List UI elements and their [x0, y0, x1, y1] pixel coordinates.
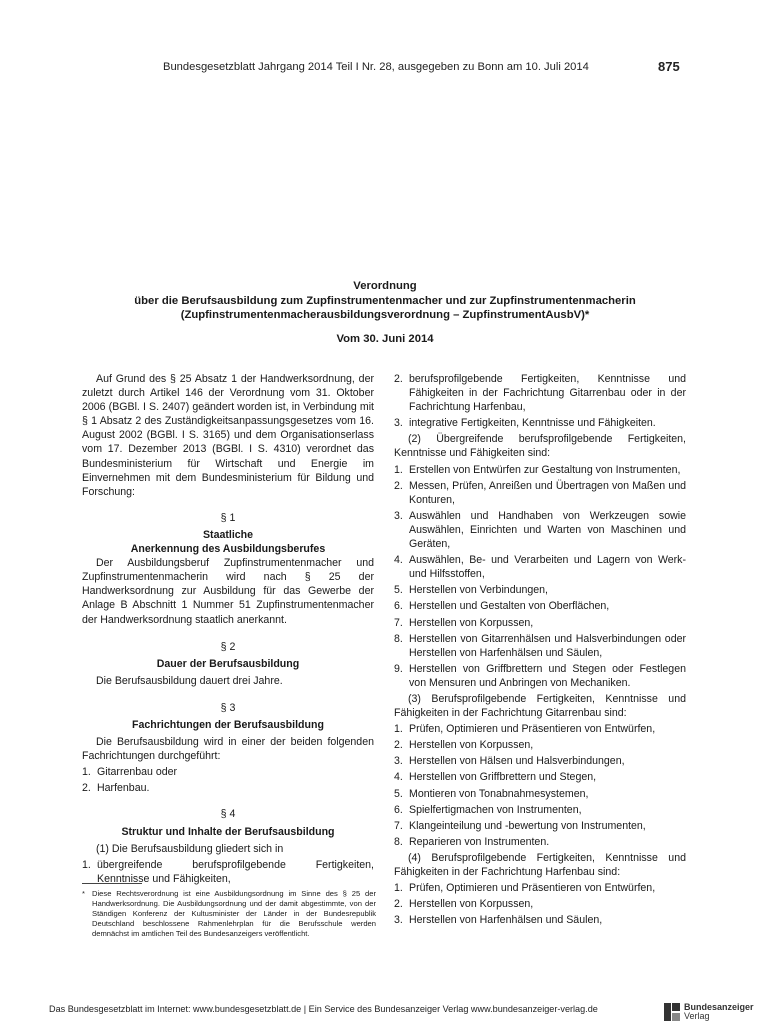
list-item — [394, 913, 686, 927]
section-3-number: § 3 — [220, 701, 236, 714]
section-4-number: § 4 — [220, 808, 236, 821]
list-item — [394, 738, 686, 752]
list-item-number: 1. — [394, 882, 403, 895]
logo-line-1: Bundesanzeiger — [684, 1002, 754, 1012]
section-1-number: § 1 — [220, 511, 236, 524]
list-item-text: Herstellen von Verbindungen, — [409, 584, 548, 597]
list-item — [394, 662, 686, 690]
list-item — [394, 616, 686, 630]
section-2-number: § 2 — [220, 640, 236, 653]
list-item — [394, 632, 686, 660]
list-item-number: 4. — [394, 554, 403, 567]
list-item-text: Herstellen von Griffbrettern und Stegen oder Festlegen von Mensuren und Anbringen von Mechaniken. — [409, 662, 686, 689]
list-item-number: 2. — [394, 479, 403, 492]
list-item-text: berufsprofilgebende Fertigkeiten, Kenntnisse und Fähigkeiten in der Fachrichtung Gitarrenbau oder in der Fachrichtung Harfenbau, — [409, 373, 686, 414]
list-item — [394, 835, 686, 849]
list-item-number: 5. — [394, 787, 403, 800]
section-2-title: Dauer der Berufsausbildung — [156, 657, 300, 670]
section-4-text: (1) Die Berufsausbildung gliedert sich in — [96, 842, 284, 855]
logo-line-2: Verlag — [684, 1011, 710, 1021]
section-1-title-b: Anerkennung des Ausbildungsberufes — [130, 543, 326, 556]
list-item-number: 6. — [394, 803, 403, 816]
list-item-number: 1. — [82, 858, 91, 871]
paragraph-4: (4) Berufsprofilgebende Fertigkeiten, Kenntnisse und Fähigkeiten in der Fachrichtung Harfenbau sind: — [394, 851, 686, 878]
left-column — [82, 372, 374, 886]
list-item-text: Herstellen von Gitarrenhälsen und Halsverbindungen oder Herstellen von Harfenhälsen und Säulen, — [409, 632, 686, 659]
list-item — [394, 463, 686, 477]
footnote-divider — [82, 883, 142, 884]
list-item — [394, 599, 686, 613]
section-1-text: Der Ausbildungsberuf Zupfinstrumentenmacher und Zupfinstrumentenmacherin wird nach § 25 der Handwerksordnung zur Ausbildung für das Gewerbe der Anlage B Abschnitt 1 Nummer 51 Zupfinstrumentenmacher der Handwerksordnung staatlich anerkannt. — [82, 557, 374, 626]
list-item-text: Herstellen von Korpussen, — [409, 616, 534, 629]
footnote-text: Diese Rechtsverordnung ist eine Ausbildungsordnung im Sinne des § 25 der Handwerksordnung. Die Ausbildungsordnung und der damit abgestimmte, von der Ständigen Konferenz der Kultusminister der Länder in der Bundesrepublik Deutschland beschlossene Rahmenlehrplan für die Berufsschule werden demnächst im amtlichen Teil des Bundesanzeigers veröffentlicht. — [92, 889, 376, 939]
list-item-text: Herstellen und Gestalten von Oberflächen, — [409, 600, 610, 613]
list-item — [82, 765, 374, 779]
page-header — [0, 59, 770, 79]
page-footer — [0, 1003, 770, 1023]
list-item-number: 1. — [394, 723, 403, 736]
preamble: Auf Grund des § 25 Absatz 1 der Handwerksordnung, der zuletzt durch Artikel 146 der Verordnung vom 31. Oktober 2006 (BGBl. I S. 2407) geändert worden ist, in Verbindung mit § 1 Absatz 2 des Zuständigkeitsanpassungsgesetzes vom 16. August 2002 (BGBl. I S. 3165) und dem Organisationserlass vom 17. Dezember 2013 (BGBl. I S. 4310) verordnet das Bundesministerium für Wirtschaft und Energie im Einvernehmen mit dem Bundesministerium für Bildung und Forschung: — [82, 373, 374, 498]
list-item-number: 2. — [82, 782, 91, 795]
paragraph-3: (3) Berufsprofilgebende Fertigkeiten, Kenntnisse und Fähigkeiten in der Fachrichtung Gitarrenbau sind: — [394, 692, 686, 720]
list-item — [394, 722, 686, 736]
footer-text: Das Bundesgesetzblatt im Internet: www.bundesgesetzblatt.de | Ein Service des Bundesanzeiger Verlag www.bundesanzeiger-verlag.de — [49, 1004, 598, 1014]
list-item — [394, 787, 686, 801]
list-item — [394, 553, 686, 581]
document-date: Vom 30. Juni 2014 — [336, 333, 434, 345]
list-item — [394, 416, 686, 430]
list-item-text: Herstellen von Korpussen, — [409, 898, 534, 911]
list-item-text: Herstellen von Griffbrettern und Stegen, — [409, 771, 597, 784]
title-line-2: über die Berufsausbildung zum Zupfinstrumentenmacher und zur Zupfinstrumentenmacherin — [134, 294, 636, 307]
list-item-number: 4. — [394, 771, 403, 784]
list-item — [394, 770, 686, 784]
list-item-text: Erstellen von Entwürfen zur Gestaltung von Instrumenten, — [409, 463, 681, 476]
section-1-title-a: Staatliche — [202, 528, 254, 541]
list-item-text: Auswählen, Be- und Verarbeiten und Lagern von Werk- und Hilfsstoffen, — [409, 554, 686, 581]
list-item — [394, 372, 686, 414]
list-item — [394, 803, 686, 817]
list-item — [394, 881, 686, 895]
publisher-logo — [664, 1003, 754, 1021]
list-item-number: 8. — [394, 835, 403, 848]
list-item — [82, 858, 374, 886]
bundesanzeiger-logo-icon — [664, 1003, 680, 1021]
list-item — [394, 819, 686, 833]
list-item — [82, 781, 374, 795]
header-citation: Bundesgesetzblatt Jahrgang 2014 Teil I Nr. 28, ausgegeben zu Bonn am 10. Juli 2014 — [163, 61, 589, 73]
right-column — [394, 372, 686, 927]
section-3-title: Fachrichtungen der Berufsausbildung — [132, 718, 324, 731]
list-item — [394, 479, 686, 507]
list-item-number: 7. — [394, 819, 403, 832]
list-item-text: Prüfen, Optimieren und Präsentieren von Entwürfen, — [409, 882, 656, 895]
list-item-number: 5. — [394, 584, 403, 597]
list-item-text: Messen, Prüfen, Anreißen und Übertragen von Maßen und Konturen, — [409, 479, 686, 506]
list-item-text: Herstellen von Harfenhälsen und Säulen, — [409, 914, 603, 927]
list-item-number: 3. — [394, 509, 403, 522]
list-item-number: 6. — [394, 600, 403, 613]
list-item — [394, 583, 686, 597]
list-item-text: Harfenbau. — [97, 782, 150, 795]
title-line-3: (Zupfinstrumentenmacherausbildungsverordnung – ZupfinstrumentAusbV)* — [180, 309, 590, 321]
list-item-text: Herstellen von Korpussen, — [409, 739, 534, 752]
list-item-text: Auswählen und Handhaben von Werkzeugen sowie Auswählen, Einrichten und Warten von Maschinen und Geräten, — [409, 509, 686, 551]
list-item-number: 3. — [394, 417, 403, 430]
list-item-number: 2. — [394, 898, 403, 911]
list-item — [394, 509, 686, 551]
title-line-1: Verordnung — [353, 280, 417, 292]
list-item-number: 3. — [394, 755, 403, 768]
section-3-text: Die Berufsausbildung wird in einer der beiden folgenden Fachrichtungen durchgeführt: — [82, 736, 374, 763]
list-item-number: 7. — [394, 616, 403, 629]
list-item-text: Herstellen von Hälsen und Halsverbindungen, — [409, 755, 625, 768]
page-number: 875 — [658, 59, 680, 74]
list-item-text: integrative Fertigkeiten, Kenntnisse und Fähigkeiten. — [409, 417, 656, 430]
section-4-title: Struktur und Inhalte der Berufsausbildung — [121, 825, 335, 838]
paragraph-2: (2) Übergreifende berufsprofilgebende Fertigkeiten, Kenntnisse und Fähigkeiten sind: — [394, 433, 686, 460]
document-title — [60, 279, 710, 323]
list-item — [394, 897, 686, 911]
list-item — [394, 754, 686, 768]
list-item-text: Montieren von Tonabnahmesystemen, — [409, 787, 589, 800]
list-item-text: Prüfen, Optimieren und Präsentieren von Entwürfen, — [409, 723, 656, 736]
list-item-number: 3. — [394, 914, 403, 927]
list-item-number: 9. — [394, 662, 403, 675]
footnote — [82, 889, 376, 939]
list-item-text: Reparieren von Instrumenten. — [409, 835, 550, 848]
list-item-text: übergreifende berufsprofilgebende Fertigkeiten, Kenntnisse und Fähigkeiten, — [97, 858, 374, 885]
section-2-text: Die Berufsausbildung dauert drei Jahre. — [96, 674, 283, 687]
list-item-text: Gitarrenbau oder — [97, 766, 178, 779]
list-item-number: 1. — [394, 463, 403, 476]
list-item-text: Klangeinteilung und -bewertung von Instrumenten, — [409, 819, 646, 832]
footnote-mark: * — [82, 889, 85, 898]
list-item-number: 1. — [82, 766, 91, 779]
list-item-number: 8. — [394, 632, 403, 645]
list-item-number: 2. — [394, 739, 403, 752]
list-item-text: Spielfertigmachen von Instrumenten, — [409, 803, 582, 816]
list-item-number: 2. — [394, 373, 403, 385]
